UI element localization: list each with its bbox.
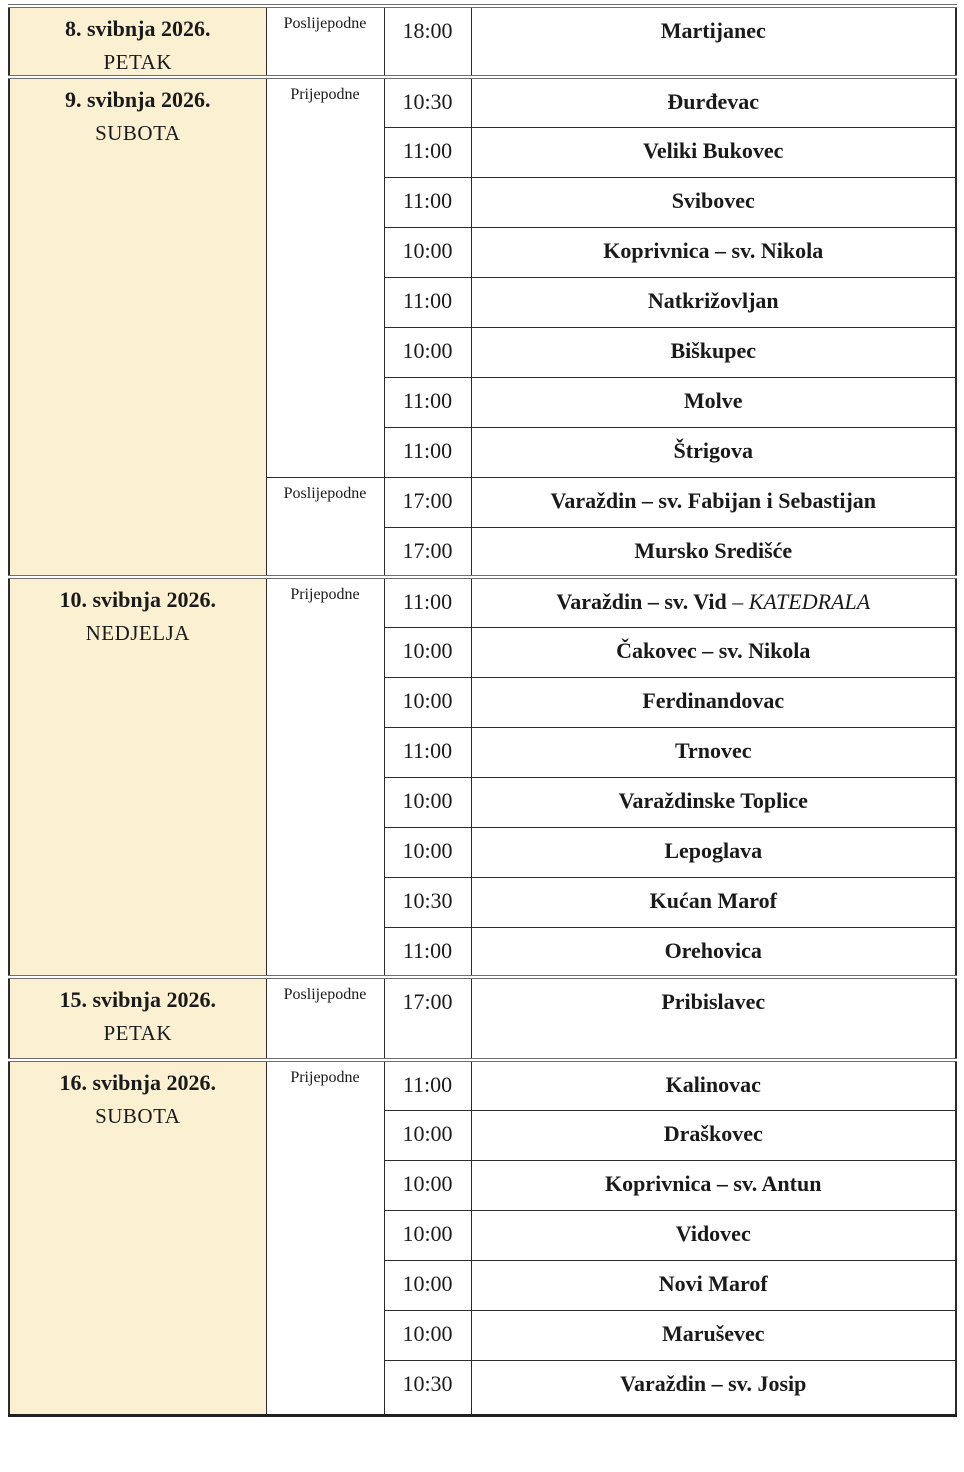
place-text: Biškupec (670, 337, 757, 363)
place-text: Mursko Središće (634, 537, 793, 563)
schedule-row (9, 1060, 956, 1110)
place-text: Varaždin – sv. Fabijan i Sebastijan (550, 487, 877, 513)
time-text: 10:00 (402, 1220, 453, 1246)
time-text: 10:00 (402, 787, 453, 813)
time-cell (384, 677, 471, 727)
date-text: 8. svibnja 2026. (65, 16, 211, 41)
time-text: 10:00 (402, 837, 453, 863)
period-label: Prijepodne (290, 1069, 360, 1087)
time-cell (384, 1210, 471, 1260)
time-cell (384, 927, 471, 977)
place-cell (471, 477, 956, 527)
time-text: 10:00 (402, 237, 453, 263)
place-text: Varaždinske Toplice (618, 787, 808, 813)
date-text: 15. svibnja 2026. (59, 987, 216, 1013)
schedule-row (9, 977, 956, 1060)
day-name-text: SUBOTA (95, 1104, 181, 1129)
place-note-text: KATEDRALA (748, 589, 871, 615)
time-cell (384, 827, 471, 877)
time-cell (384, 1160, 471, 1210)
place-text: Varaždin – sv. Vid (556, 589, 727, 615)
period-cell (266, 77, 384, 477)
date-cell (9, 577, 266, 977)
time-text: 17:00 (402, 487, 453, 513)
time-cell (384, 527, 471, 577)
time-cell (384, 877, 471, 927)
time-text: 10:00 (402, 1270, 453, 1296)
date-text: 16. svibnja 2026. (59, 1070, 216, 1096)
day-name-text: PETAK (103, 1021, 172, 1046)
day-name-text: PETAK (103, 50, 172, 75)
time-cell (384, 627, 471, 677)
place-cell (471, 827, 956, 877)
place-text: Molve (683, 387, 743, 413)
time-text: 10:00 (402, 637, 453, 663)
time-text: 11:00 (402, 387, 453, 413)
place-cell (471, 727, 956, 777)
place-cell (471, 1310, 956, 1360)
place-cell (471, 977, 956, 1060)
place-cell (471, 1260, 956, 1310)
place-text: Lepoglava (664, 837, 763, 863)
time-text: 11:00 (402, 287, 453, 313)
place-cell (471, 877, 956, 927)
place-cell (471, 527, 956, 577)
place-text: Novi Marof (658, 1270, 768, 1296)
time-text: 11:00 (402, 137, 453, 163)
period-cell (266, 1060, 384, 1415)
time-text: 10:30 (402, 887, 453, 913)
time-text: 10:00 (402, 337, 453, 363)
place-cell (471, 277, 956, 327)
place-cell (471, 1160, 956, 1210)
place-text: Martijanec (660, 18, 766, 43)
place-text: Varaždin – sv. Josip (620, 1370, 807, 1396)
place-cell (471, 6, 956, 77)
time-text: 10:00 (402, 1170, 453, 1196)
day-name-text: SUBOTA (95, 121, 181, 146)
time-text: 11:00 (402, 437, 453, 463)
place-text: Ferdinandovac (642, 687, 785, 713)
place-cell (471, 327, 956, 377)
place-cell (471, 1110, 956, 1160)
place-text: Koprivnica – sv. Antun (605, 1170, 822, 1196)
time-cell (384, 227, 471, 277)
period-label: Prijepodne (290, 86, 360, 104)
time-cell (384, 127, 471, 177)
place-text: Čakovec – sv. Nikola (616, 637, 811, 663)
time-text: 11:00 (402, 737, 453, 763)
time-text: 11:00 (402, 589, 453, 615)
time-cell (384, 577, 471, 627)
place-cell (471, 377, 956, 427)
period-label: Poslijepodne (283, 15, 367, 32)
day-name-text: NEDJELJA (85, 621, 190, 646)
schedule-row (9, 77, 956, 127)
time-cell (384, 1310, 471, 1360)
place-text: Kućan Marof (649, 887, 777, 913)
time-text: 10:30 (402, 1370, 453, 1396)
time-cell (384, 1060, 471, 1110)
time-text: 10:00 (402, 1120, 453, 1146)
place-cell (471, 577, 956, 627)
date-text: 10. svibnja 2026. (59, 587, 216, 613)
place-note-separator: – (726, 589, 749, 615)
time-cell (384, 77, 471, 127)
time-cell (384, 977, 471, 1060)
period-label: Prijepodne (290, 586, 360, 604)
date-cell (9, 6, 266, 77)
place-text: Draškovec (663, 1120, 763, 1146)
time-text: 17:00 (402, 989, 453, 1015)
time-text: 11:00 (402, 187, 453, 213)
place-cell (471, 427, 956, 477)
period-label: Poslijepodne (283, 986, 367, 1004)
time-text: 10:00 (402, 687, 453, 713)
time-cell (384, 1360, 471, 1415)
place-text: Svibovec (671, 187, 755, 213)
time-cell (384, 327, 471, 377)
time-cell (384, 6, 471, 77)
period-label: Poslijepodne (283, 484, 367, 502)
time-text: 10:30 (402, 89, 453, 115)
schedule-table-body (9, 6, 956, 1415)
place-cell (471, 77, 956, 127)
place-cell (471, 1060, 956, 1110)
schedule-row (9, 577, 956, 627)
time-cell (384, 477, 471, 527)
place-text: Pribislavec (661, 989, 766, 1015)
period-cell (266, 977, 384, 1060)
place-text: Đurđevac (667, 89, 760, 115)
place-cell (471, 627, 956, 677)
place-text: Natkrižovljan (647, 287, 779, 313)
place-cell (471, 927, 956, 977)
schedule-table (8, 4, 957, 1417)
time-cell (384, 777, 471, 827)
time-text: 10:00 (402, 1320, 453, 1346)
place-text: Vidovec (675, 1220, 751, 1246)
place-cell (471, 1360, 956, 1415)
place-cell (471, 127, 956, 177)
date-cell (9, 977, 266, 1060)
time-text: 11:00 (402, 1072, 453, 1098)
time-cell (384, 1110, 471, 1160)
time-cell (384, 277, 471, 327)
place-cell (471, 177, 956, 227)
period-cell (266, 577, 384, 977)
period-cell (266, 6, 384, 77)
time-cell (384, 377, 471, 427)
place-text: Kalinovac (665, 1072, 761, 1098)
time-cell (384, 177, 471, 227)
place-cell (471, 1210, 956, 1260)
time-cell (384, 1260, 471, 1310)
place-text: Koprivnica – sv. Nikola (603, 237, 824, 263)
place-cell (471, 777, 956, 827)
time-text: 18:00 (402, 18, 453, 43)
place-text: Štrigova (673, 437, 753, 463)
schedule-row (9, 6, 956, 77)
place-cell (471, 677, 956, 727)
time-text: 17:00 (402, 537, 453, 563)
place-text: Orehovica (664, 937, 762, 963)
place-text: Trnovec (674, 737, 752, 763)
place-cell (471, 227, 956, 277)
place-text: Veliki Bukovec (643, 137, 784, 163)
time-text: 11:00 (402, 937, 453, 963)
date-cell (9, 1060, 266, 1415)
time-cell (384, 427, 471, 477)
date-cell (9, 77, 266, 577)
period-cell (266, 477, 384, 577)
place-text: Maruševec (661, 1320, 765, 1346)
date-text: 9. svibnja 2026. (65, 87, 211, 113)
time-cell (384, 727, 471, 777)
